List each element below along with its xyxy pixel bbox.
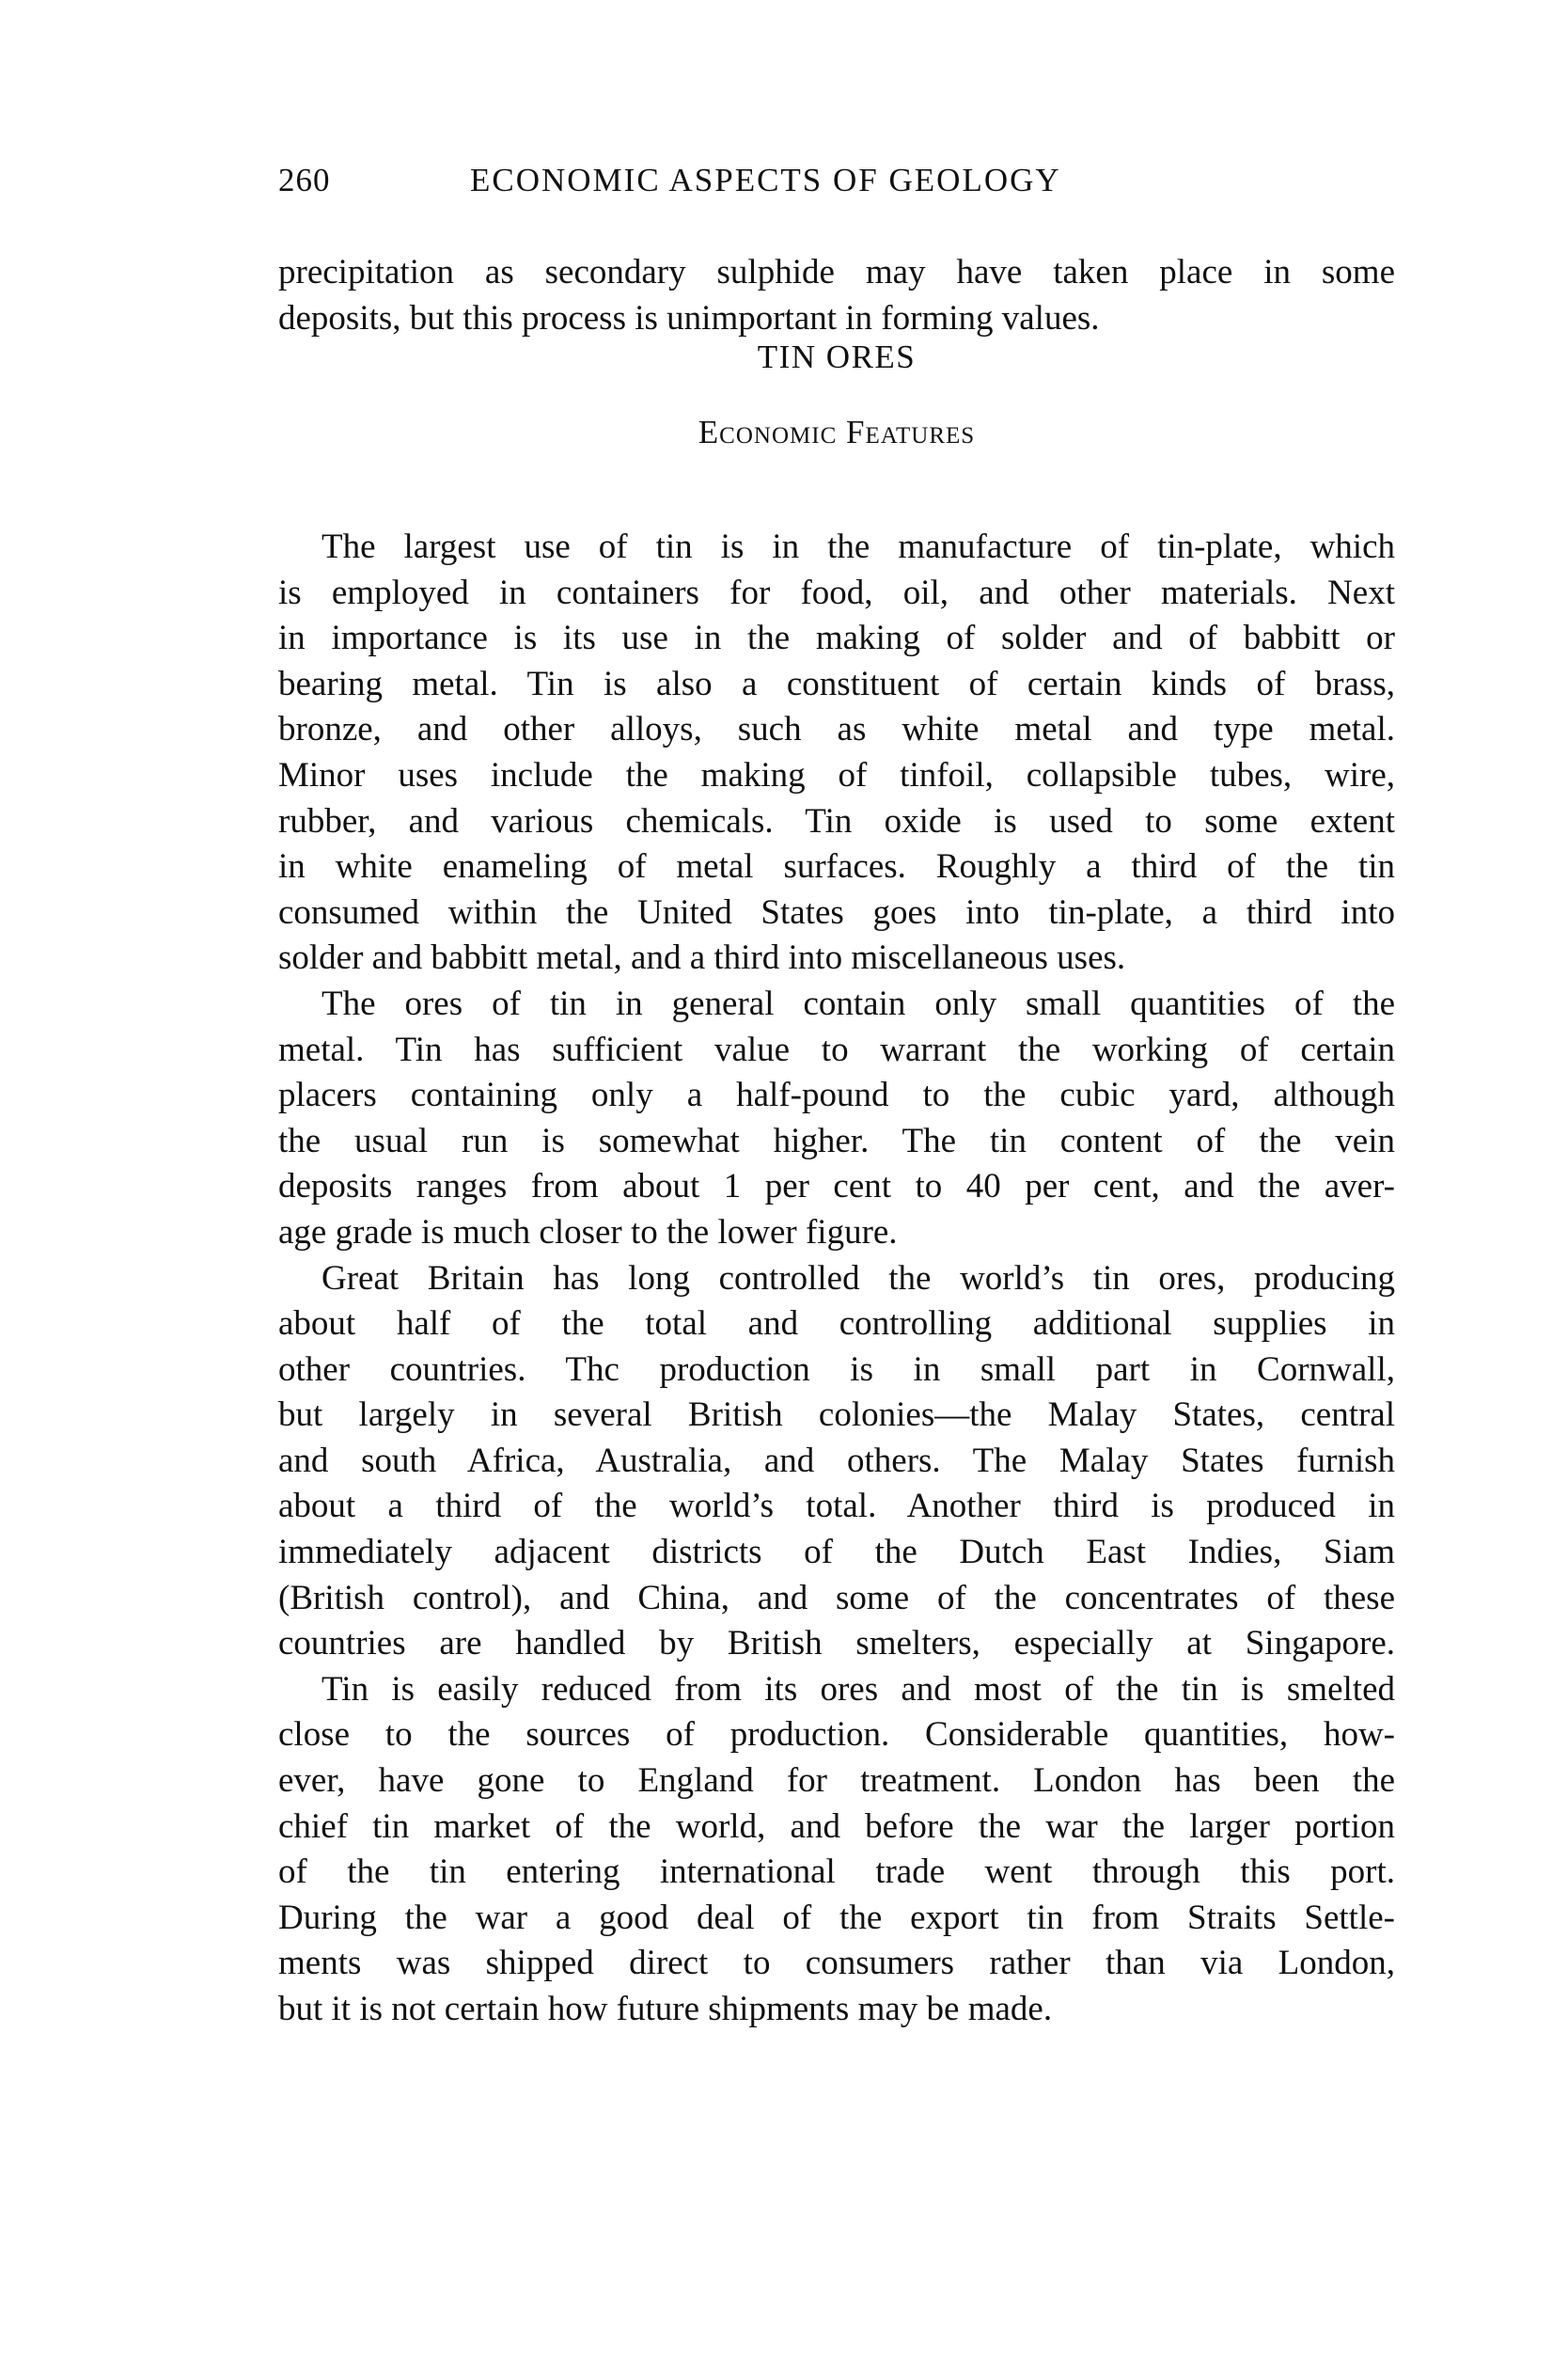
text-line: chief tin market of the world, and before the war the larger portion <box>278 1806 1395 1846</box>
text-line: metal. Tin has sufficient value to warrant the working of certain <box>278 1030 1395 1069</box>
paragraph-uses <box>278 525 1395 982</box>
text-line: of the tin entering international trade went through this port. <box>278 1852 1395 1892</box>
paragraph-production <box>278 1256 1395 1667</box>
text-line: precipitation as secondary sulphide may have taken place in some <box>278 253 1395 292</box>
text-line: deposits ranges from about 1 per cent to 40 per cent, and the aver- <box>278 1167 1395 1206</box>
text-line: but largely in several British colonies—the Malay States, central <box>278 1395 1395 1435</box>
section-title: TIN ORES <box>757 339 917 375</box>
text-line: solder and babbitt metal, and a third into miscellaneous uses. <box>278 938 1126 978</box>
page-number: 260 <box>278 162 331 198</box>
text-line: close to the sources of production. Considerable quantities, how- <box>278 1715 1395 1755</box>
text-line: During the war a good deal of the export tin from Straits Settle- <box>278 1898 1395 1937</box>
text-line: Minor uses include the making of tinfoil, collapsible tubes, wire, <box>278 755 1395 795</box>
text-line: ments was shipped direct to consumers rather than via London, <box>278 1944 1395 1983</box>
text-line: in white enameling of metal surfaces. Roughly a third of the tin <box>278 847 1395 887</box>
text-line: is employed in containers for food, oil, and other materials. Next <box>278 573 1395 612</box>
continuation-paragraph <box>278 250 1395 341</box>
text-line: countries are handled by British smelters, especially at Singapore. <box>278 1624 1395 1663</box>
text-line: Great Britain has long controlled the world’s tin ores, producing <box>321 1258 1395 1298</box>
text-line: bronze, and other alloys, such as white metal and type metal. <box>278 710 1395 749</box>
text-line: bearing metal. Tin is also a constituent of certain kinds of brass, <box>278 664 1395 703</box>
text-line: in importance is its use in the making of solder and of babbitt or <box>278 619 1395 658</box>
text-line: The ores of tin in general contain only small quantities of the <box>321 984 1395 1023</box>
text-line: consumed within the United States goes into tin-plate, a third into <box>278 892 1395 932</box>
text-line: ever, have gone to England for treatment. London has been the <box>278 1761 1395 1801</box>
text-line: about half of the total and controlling additional supplies in <box>278 1304 1395 1344</box>
text-line: rubber, and various chemicals. Tin oxide is used to some extent <box>278 801 1395 841</box>
body-text <box>278 525 1395 2033</box>
text-line: deposits, but this process is unimportant in forming values. <box>278 298 1100 338</box>
text-line: Tin is easily reduced from its ores and most of the tin is smelted <box>321 1669 1395 1709</box>
paragraph-smelting <box>278 1667 1395 2033</box>
text-line: immediately adjacent districts of the Dutch East Indies, Siam <box>278 1533 1395 1572</box>
running-title: ECONOMIC ASPECTS OF GEOLOGY <box>470 162 1061 198</box>
text-line: (British control), and China, and some of the concentrates of these <box>278 1578 1395 1617</box>
text-line: and south Africa, Australia, and others. The Malay States furnish <box>278 1441 1395 1480</box>
text-line: but it is not certain how future shipments may be made. <box>278 1990 1053 2028</box>
text-line: placers containing only a half-pound to the cubic yard, although <box>278 1076 1395 1115</box>
text-line: other countries. Thc production is in small part in Cornwall, <box>278 1349 1395 1389</box>
text-line: about a third of the world’s total. Another third is produced in <box>278 1487 1395 1526</box>
text-line: the usual run is somewhat higher. The tin content of the vein <box>278 1121 1395 1160</box>
text-line: age grade is much closer to the lower figure. <box>278 1212 898 1252</box>
paragraph-ore-grade <box>278 982 1395 1256</box>
text-line: The largest use of tin is in the manufacture of tin-plate, which <box>321 528 1395 566</box>
running-head <box>278 162 1395 209</box>
section-subtitle: Economic Features <box>698 414 976 450</box>
